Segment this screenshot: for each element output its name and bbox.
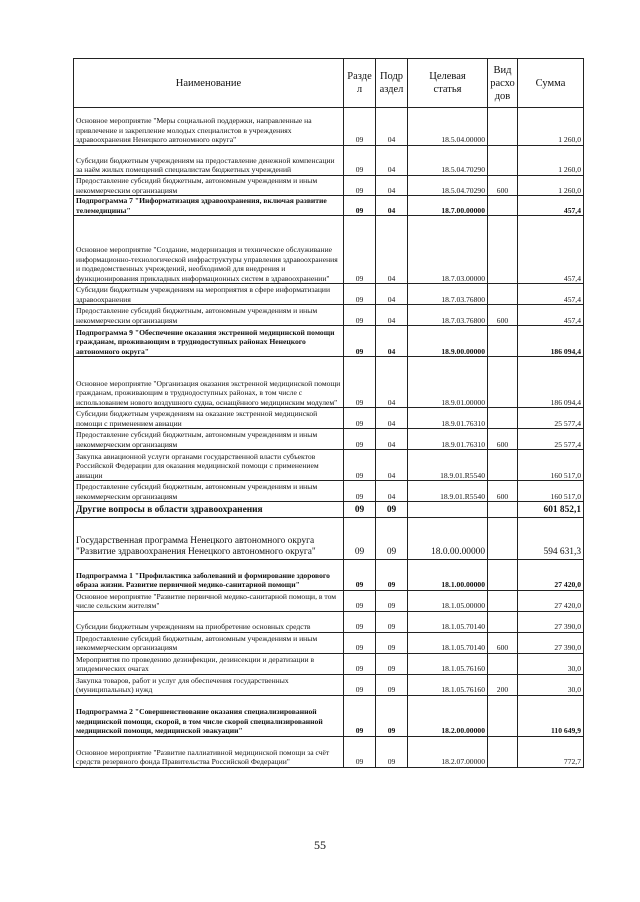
row-subsection-cell: 04 — [376, 146, 408, 176]
page-number: 55 — [314, 838, 326, 852]
row-target-cell: 18.1.05.76160 — [408, 653, 488, 674]
row-target-cell: 18.1.05.00000 — [408, 590, 488, 611]
row-target-cell: 18.9.01.76310 — [408, 408, 488, 429]
row-subsection-cell: 04 — [376, 284, 408, 305]
row-name-cell: Подпрограмма 9 "Обеспечение оказания экстренной медицинской помощи гражданам, проживающим в труднодоступных районах Ненецкого автономного округа" — [74, 326, 344, 357]
row-section-cell: 09 — [344, 305, 376, 326]
row-name-cell: Предоставление субсидий бюджетным, автономным учреждениям и иным некоммерческим организациям — [74, 429, 344, 450]
row-type-cell — [488, 653, 518, 674]
row-target-cell: 18.2.07.00000 — [408, 736, 488, 767]
row-section-cell: 09 — [344, 590, 376, 611]
row-subsection-cell: 09 — [376, 653, 408, 674]
row-type-cell — [488, 517, 518, 559]
row-target-cell — [408, 502, 488, 518]
row-section-cell: 09 — [344, 450, 376, 481]
row-name-cell: Предоставление субсидий бюджетным, автономным учреждениям и иным некоммерческим организациям — [74, 305, 344, 326]
row-target-cell: 18.1.00.00000 — [408, 559, 488, 590]
row-amount-cell: 772,7 — [518, 736, 584, 767]
row-type-cell — [488, 450, 518, 481]
row-name-cell: Основное мероприятие "Организация оказания экстренной медицинской помощи гражданам, проживающим в труднодоступных районах, в том числе с использованием нового воздушного судна, оснащённого медицинским модулем" — [74, 357, 344, 408]
table-row — [74, 429, 584, 450]
row-target-cell: 18.9.01.R5540 — [408, 481, 488, 502]
row-amount-cell: 30,0 — [518, 653, 584, 674]
table-row — [74, 450, 584, 481]
row-target-cell: 18.0.00.00000 — [408, 517, 488, 559]
table-header-row — [74, 59, 584, 108]
table-row — [74, 611, 584, 632]
row-amount-cell: 27 420,0 — [518, 559, 584, 590]
row-amount-cell: 27 420,0 — [518, 590, 584, 611]
row-subsection-cell: 04 — [376, 429, 408, 450]
row-type-cell — [488, 502, 518, 518]
row-subsection-cell: 09 — [376, 590, 408, 611]
row-amount-cell: 25 577,4 — [518, 408, 584, 429]
table-row — [74, 517, 584, 559]
row-type-cell: 600 — [488, 305, 518, 326]
row-subsection-cell: 04 — [376, 196, 408, 216]
header-subsection: Подр аздел — [376, 59, 408, 108]
table-row — [74, 305, 584, 326]
row-type-cell — [488, 611, 518, 632]
row-subsection-cell: 04 — [376, 450, 408, 481]
row-name-cell: Основное мероприятие "Развитие паллиативной медицинской помощи за счёт средств резервного фонда Правительства Российской Федерации" — [74, 736, 344, 767]
row-target-cell: 18.7.03.00000 — [408, 216, 488, 284]
row-amount-cell: 457,4 — [518, 196, 584, 216]
row-subsection-cell: 09 — [376, 632, 408, 653]
row-section-cell: 09 — [344, 695, 376, 736]
row-type-cell: 600 — [488, 632, 518, 653]
row-type-cell: 600 — [488, 481, 518, 502]
row-subsection-cell: 04 — [376, 408, 408, 429]
row-amount-cell: 457,4 — [518, 216, 584, 284]
row-target-cell: 18.1.05.70140 — [408, 632, 488, 653]
row-target-cell: 18.9.01.R5540 — [408, 450, 488, 481]
row-section-cell: 09 — [344, 176, 376, 196]
row-type-cell — [488, 284, 518, 305]
row-target-cell: 18.5.04.70290 — [408, 176, 488, 196]
row-amount-cell: 601 852,1 — [518, 502, 584, 518]
header-expense-type: Вид расхо дов — [488, 59, 518, 108]
row-subsection-cell: 04 — [376, 305, 408, 326]
row-subsection-cell: 09 — [376, 559, 408, 590]
row-target-cell: 18.2.00.00000 — [408, 695, 488, 736]
row-subsection-cell: 09 — [376, 611, 408, 632]
row-type-cell — [488, 357, 518, 408]
header-amount: Сумма — [518, 59, 584, 108]
table-row — [74, 284, 584, 305]
row-subsection-cell: 09 — [376, 502, 408, 518]
row-amount-cell: 160 517,0 — [518, 481, 584, 502]
row-type-cell — [488, 736, 518, 767]
row-section-cell: 09 — [344, 481, 376, 502]
row-section-cell: 09 — [344, 502, 376, 518]
row-amount-cell: 594 631,3 — [518, 517, 584, 559]
table-row — [74, 176, 584, 196]
row-type-cell — [488, 146, 518, 176]
row-section-cell: 09 — [344, 196, 376, 216]
row-name-cell: Предоставление субсидий бюджетным, автономным учреждениям и иным некоммерческим организациям — [74, 176, 344, 196]
row-amount-cell: 457,4 — [518, 305, 584, 326]
table-row — [74, 146, 584, 176]
row-amount-cell: 1 260,0 — [518, 108, 584, 146]
row-section-cell: 09 — [344, 517, 376, 559]
row-section-cell: 09 — [344, 611, 376, 632]
row-amount-cell: 160 517,0 — [518, 450, 584, 481]
row-type-cell — [488, 196, 518, 216]
row-name-cell: Предоставление субсидий бюджетным, автономным учреждениям и иным некоммерческим организациям — [74, 632, 344, 653]
row-section-cell: 09 — [344, 108, 376, 146]
row-amount-cell: 186 094,4 — [518, 357, 584, 408]
row-amount-cell: 1 260,0 — [518, 146, 584, 176]
row-name-cell: Предоставление субсидий бюджетным, автономным учреждениям и иным некоммерческим организациям — [74, 481, 344, 502]
row-type-cell — [488, 590, 518, 611]
row-target-cell: 18.7.03.76800 — [408, 305, 488, 326]
row-subsection-cell: 04 — [376, 481, 408, 502]
row-subsection-cell: 09 — [376, 674, 408, 695]
row-section-cell: 09 — [344, 632, 376, 653]
table-row — [74, 736, 584, 767]
row-name-cell: Основное мероприятие "Развитие первичной медико-санитарной помощи, в том числе сельским жителям" — [74, 590, 344, 611]
row-amount-cell: 457,4 — [518, 284, 584, 305]
row-name-cell: Подпрограмма 7 "Информатизация здравоохранения, включая развитие телемедицины" — [74, 196, 344, 216]
row-name-cell: Основное мероприятие "Меры социальной поддержки, направленные на привлечение и закрепление молодых специалистов в учреждениях здравоохранения Ненецкого автономного округа" — [74, 108, 344, 146]
row-target-cell: 18.5.04.00000 — [408, 108, 488, 146]
row-type-cell — [488, 408, 518, 429]
table-row — [74, 590, 584, 611]
row-type-cell: 200 — [488, 674, 518, 695]
row-amount-cell: 27 390,0 — [518, 632, 584, 653]
row-name-cell: Другие вопросы в области здравоохранения — [74, 502, 344, 518]
row-target-cell: 18.1.05.70140 — [408, 611, 488, 632]
row-target-cell: 18.9.00.00000 — [408, 326, 488, 357]
row-name-cell: Подпрограмма 1 "Профилактика заболеваний и формирование здорового образа жизни. Развитие первичной медико-санитарной помощи" — [74, 559, 344, 590]
row-amount-cell: 27 390,0 — [518, 611, 584, 632]
header-target-item: Целевая статья — [408, 59, 488, 108]
row-section-cell: 09 — [344, 216, 376, 284]
row-type-cell — [488, 559, 518, 590]
row-name-cell: Субсидии бюджетным учреждениям на приобретение основных средств — [74, 611, 344, 632]
row-amount-cell: 1 260,0 — [518, 176, 584, 196]
row-target-cell: 18.1.05.76160 — [408, 674, 488, 695]
row-amount-cell: 25 577,4 — [518, 429, 584, 450]
row-type-cell: 600 — [488, 176, 518, 196]
row-section-cell: 09 — [344, 146, 376, 176]
table-row — [74, 326, 584, 357]
row-target-cell: 18.9.01.76310 — [408, 429, 488, 450]
table-row — [74, 695, 584, 736]
row-subsection-cell: 09 — [376, 517, 408, 559]
row-section-cell: 09 — [344, 736, 376, 767]
budget-table — [73, 58, 584, 768]
row-type-cell — [488, 216, 518, 284]
row-amount-cell: 110 649,9 — [518, 695, 584, 736]
row-name-cell: Государственная программа Ненецкого автономного округа "Развитие здравоохранения Ненецкого автономного округа" — [74, 517, 344, 559]
table-row — [74, 502, 584, 518]
row-section-cell: 09 — [344, 408, 376, 429]
row-type-cell — [488, 695, 518, 736]
row-subsection-cell: 04 — [376, 108, 408, 146]
row-name-cell: Субсидии бюджетным учреждениям на оказание экстренной медицинской помощи с применением авиации — [74, 408, 344, 429]
row-amount-cell: 30,0 — [518, 674, 584, 695]
row-type-cell: 600 — [488, 429, 518, 450]
table-row — [74, 196, 584, 216]
row-subsection-cell: 04 — [376, 357, 408, 408]
row-section-cell: 09 — [344, 559, 376, 590]
row-target-cell: 18.7.00.00000 — [408, 196, 488, 216]
row-name-cell: Мероприятия по проведению дезинфекции, дезинсекции и дератизации в эпидемических очагах — [74, 653, 344, 674]
row-subsection-cell: 09 — [376, 695, 408, 736]
row-amount-cell: 186 094,4 — [518, 326, 584, 357]
row-name-cell: Подпрограмма 2 "Совершенствование оказания специализированной медицинской помощи, скорой, в том числе скорой специализированной медицинской помощи, медицинской эвакуации" — [74, 695, 344, 736]
row-section-cell: 09 — [344, 674, 376, 695]
row-target-cell: 18.5.04.70290 — [408, 146, 488, 176]
table-row — [74, 632, 584, 653]
table-row — [74, 559, 584, 590]
row-name-cell: Субсидии бюджетным учреждениям на мероприятия в сфере информатизации здравоохранения — [74, 284, 344, 305]
table-row — [74, 216, 584, 284]
header-section: Разде л — [344, 59, 376, 108]
row-section-cell: 09 — [344, 284, 376, 305]
row-name-cell: Субсидии бюджетным учреждениям на предоставление денежной компенсации за наём жилых помещений специалистам бюджетных учреждений — [74, 146, 344, 176]
table-row — [74, 408, 584, 429]
row-target-cell: 18.7.03.76800 — [408, 284, 488, 305]
table-row — [74, 481, 584, 502]
table-row — [74, 357, 584, 408]
row-subsection-cell: 04 — [376, 176, 408, 196]
row-subsection-cell: 04 — [376, 326, 408, 357]
row-type-cell — [488, 108, 518, 146]
row-section-cell: 09 — [344, 326, 376, 357]
row-name-cell: Закупка товаров, работ и услуг для обеспечения государственных (муниципальных) нужд — [74, 674, 344, 695]
row-target-cell: 18.9.01.00000 — [408, 357, 488, 408]
row-type-cell — [488, 326, 518, 357]
row-name-cell: Закупка авиационной услуги органами государственной власти субъектов Российской Федерации для оказания медицинской помощи с применением авиации — [74, 450, 344, 481]
row-section-cell: 09 — [344, 429, 376, 450]
row-subsection-cell: 04 — [376, 216, 408, 284]
row-section-cell: 09 — [344, 653, 376, 674]
table-row — [74, 674, 584, 695]
row-name-cell: Основное мероприятие "Создание, модернизация и техническое обслуживание информационно-технологической инфраструктуры управления здравоохранения и подведомственных учреждений, необходимой для внедрения и функционирования прикладных информационных систем в здравоохранении" — [74, 216, 344, 284]
row-subsection-cell: 09 — [376, 736, 408, 767]
row-section-cell: 09 — [344, 357, 376, 408]
table-row — [74, 108, 584, 146]
table-row — [74, 653, 584, 674]
header-name: Наименование — [74, 59, 344, 108]
